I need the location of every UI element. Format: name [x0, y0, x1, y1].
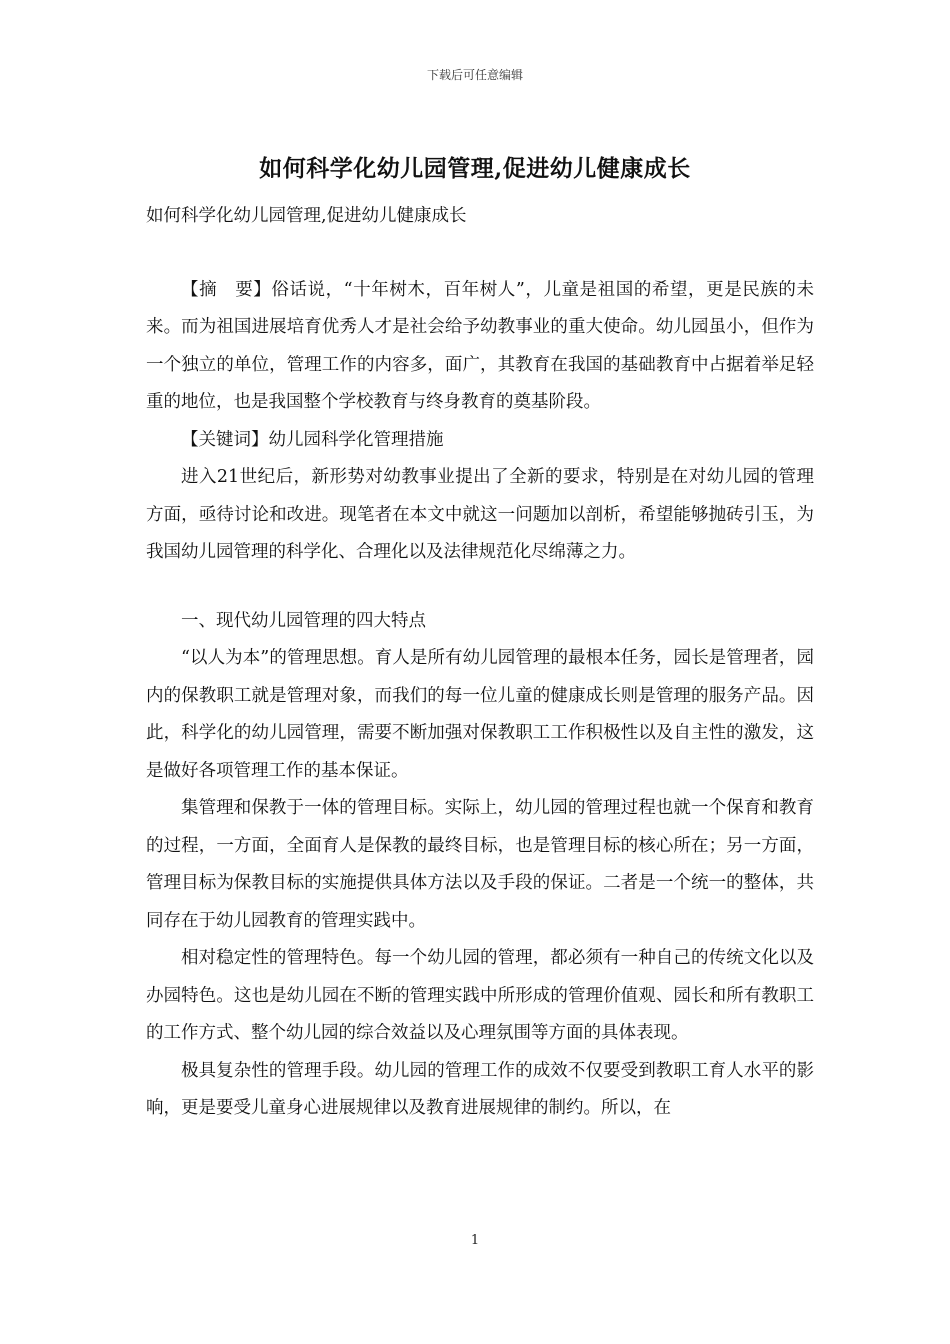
body-paragraph: 集管理和保教于一体的管理目标。实际上，幼儿园的管理过程也就一个保育和教育的过程，一方面，全面育人是保教的最终目标，也是管理目标的核心所在；另一方面，管理目标为保教目标的实施提供具体方法以及手段的保证。二者是一个统一的整体，共同存在于幼儿园教育的管理实践中。: [146, 798, 814, 931]
keywords-paragraph: 【关键词】幼儿园科学化管理措施: [181, 429, 444, 450]
page-header-note: 下载后可任意编辑: [426, 68, 523, 82]
subtitle: 如何科学化幼儿园管理,促进幼儿健康成长: [146, 206, 467, 226]
document-title: 如何科学化幼儿园管理,促进幼儿健康成长: [259, 155, 691, 182]
abstract-paragraph: 【摘 要】俗话说，“十年树木，百年树人”，儿童是祖国的希望，更是民族的未来。而为祖国进展培育优秀人才是社会给予幼教事业的重大使命。幼儿园虽小，但作为一个独立的单位，管理工作的内容多，面广，其教育在我国的基础教育中占据着举足轻重的地位，也是我国整个学校教育与终身教育的奠基阶段。: [146, 279, 814, 412]
body-paragraph: 极具复杂性的管理手段。幼儿园的管理工作的成效不仅要受到教职工育人水平的影响，更是要受儿童身心进展规律以及教育进展规律的制约。所以，在: [146, 1060, 814, 1118]
intro-paragraph: 进入21世纪后，新形势对幼教事业提出了全新的要求，特别是在对幼儿园的管理方面，亟待讨论和改进。现笔者在本文中就这一问题加以剖析，希望能够抛砖引玉，为我国幼儿园管理的科学化、合理化以及法律规范化尽绵薄之力。: [146, 467, 814, 562]
section-heading: 一、现代幼儿园管理的四大特点: [181, 610, 426, 631]
body-paragraph: 相对稳定性的管理特色。每一个幼儿园的管理，都必须有一种自己的传统文化以及办园特色。这也是幼儿园在不断的管理实践中所形成的管理价值观、园长和所有教职工的工作方式、整个幼儿园的综合效益以及心理氛围等方面的具体表现。: [146, 948, 814, 1043]
body-paragraph: “以人为本”的管理思想。育人是所有幼儿园管理的最根本任务，园长是管理者，园内的保教职工就是管理对象，而我们的每一位儿童的健康成长则是管理的服务产品。因此，科学化的幼儿园管理，需要不断加强对保教职工工作积极性以及自主性的激发，这是做好各项管理工作的基本保证。: [146, 648, 814, 781]
document-body: [146, 198, 814, 1128]
page-number: 1: [470, 1233, 480, 1248]
